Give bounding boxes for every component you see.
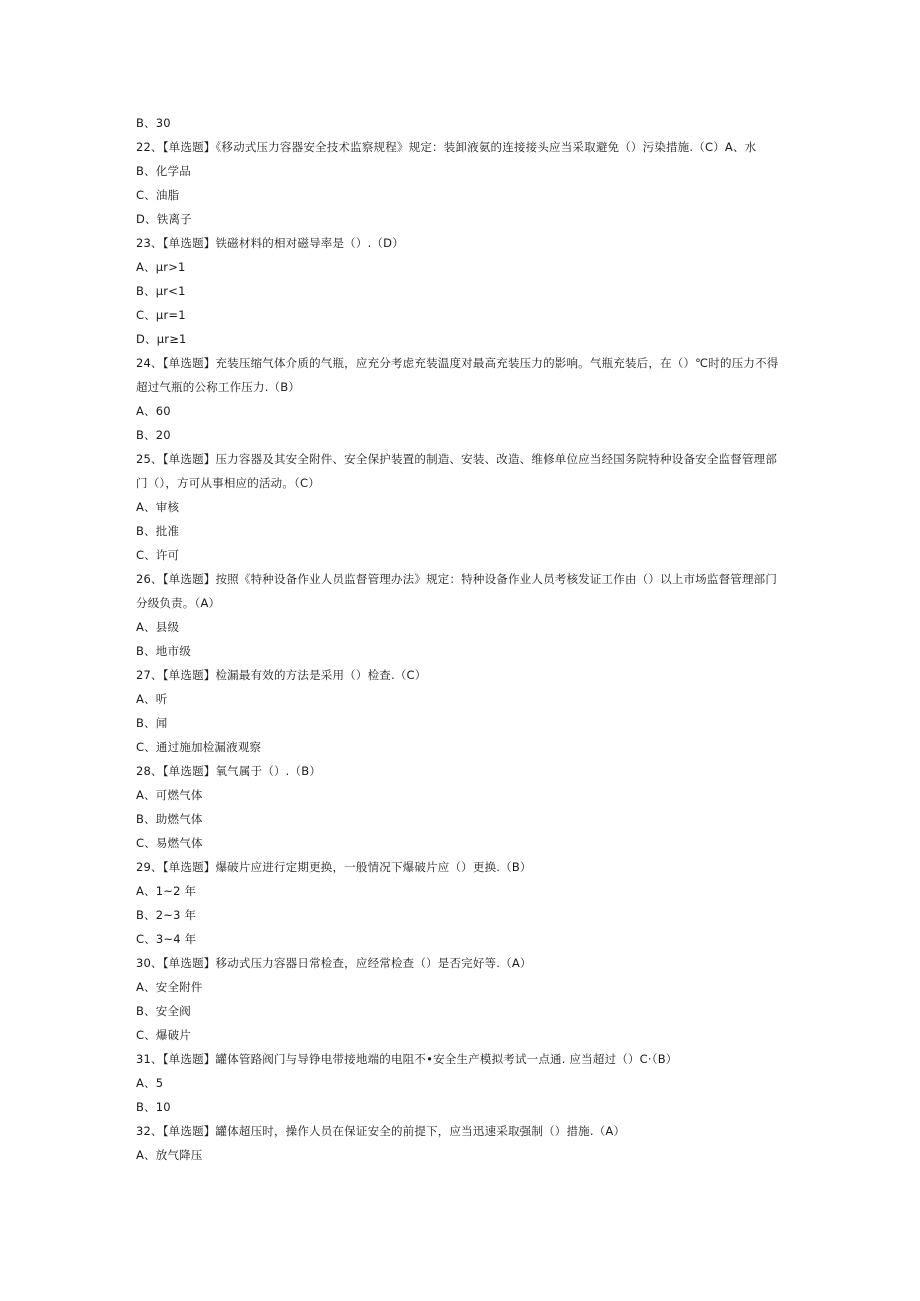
option-line: A、可燃气体	[136, 788, 203, 802]
option-line: A、审核	[136, 500, 180, 514]
option-line: B、闻	[136, 716, 168, 730]
option-line: D、铁离子	[136, 212, 192, 226]
option-line: B、μr<1	[136, 284, 186, 298]
option-line: C、爆破片	[136, 1028, 192, 1042]
question-line: 31、【单选题】罐体管路阀门与导铮电带接地端的电阻不•安全生产模拟考试一点通. 应当超过（）C·（B）	[136, 1052, 678, 1066]
option-line: A、听	[136, 692, 168, 706]
option-line: C、通过施加检漏液观察	[136, 740, 262, 754]
question-line: 29、【单选题】爆破片应进行定期更换，一般情况下爆破片应（）更换.（B）	[136, 860, 532, 874]
option-line: B、化学品	[136, 164, 191, 178]
question-line: 22、【单选题】《移动式压力容器安全技术监察规程》规定：装卸液氨的连接接头应当采取避免（）污染措施.（C）A、水	[136, 140, 757, 154]
question-continuation-line: 分级负责。（A）	[136, 596, 221, 610]
option-line: B、助燃气体	[136, 812, 203, 826]
option-line: C、μr=1	[136, 308, 186, 322]
question-line: 32、【单选题】罐体超压时，操作人员在保证安全的前提下，应当迅速采取强制（）措施.（A）	[136, 1124, 626, 1138]
option-line: B、30	[136, 116, 171, 130]
option-line: A、μr>1	[136, 260, 186, 274]
question-line: 24、【单选题】充装压缩气体介质的气瓶，应充分考虑充装温度对最高充装压力的影响。气瓶充装后，在（）℃时的压力不得	[136, 356, 779, 370]
question-list	[136, 111, 786, 1167]
question-line: 23、【单选题】铁磁材料的相对磁导率是（）.（D）	[136, 236, 404, 250]
option-line: B、地市级	[136, 644, 191, 658]
option-line: B、安全阀	[136, 1004, 191, 1018]
option-line: B、2~3 年	[136, 908, 197, 922]
question-line: 27、【单选题】检漏最有效的方法是采用（）检查.（C）	[136, 668, 427, 682]
option-line: C、3~4 年	[136, 932, 197, 946]
option-line: C、易燃气体	[136, 836, 203, 850]
option-line: B、批准	[136, 524, 180, 538]
option-line: A、县级	[136, 620, 180, 634]
question-line: 26、【单选题】按照《特种设备作业人员监督管理办法》规定：特种设备作业人员考核发证工作由（）以上市场监督管理部门	[136, 572, 778, 586]
question-continuation-line: 门（），方可从事相应的活动。（C）	[136, 476, 320, 490]
option-line: A、1~2 年	[136, 884, 197, 898]
option-line: B、10	[136, 1100, 171, 1114]
option-line: A、安全附件	[136, 980, 203, 994]
option-line: C、油脂	[136, 188, 180, 202]
question-line: 30、【单选题】移动式压力容器日常检查，应经常检查（）是否完好等.（A）	[136, 956, 532, 970]
question-line: 25、【单选题】压力容器及其安全附件、安全保护装置的制造、安装、改造、维修单位应当经国务院特种设备安全监督管理部	[136, 452, 778, 466]
option-line: B、20	[136, 428, 171, 442]
option-line: A、60	[136, 404, 171, 418]
option-line: C、许可	[136, 548, 180, 562]
option-line: D、μr≥1	[136, 332, 187, 346]
option-line: A、放气降压	[136, 1148, 203, 1162]
question-continuation-line: 超过气瓶的公称工作压力.（B）	[136, 380, 301, 394]
option-line: A、5	[136, 1076, 164, 1090]
question-line: 28、【单选题】氧气属于（）.（B）	[136, 764, 322, 778]
